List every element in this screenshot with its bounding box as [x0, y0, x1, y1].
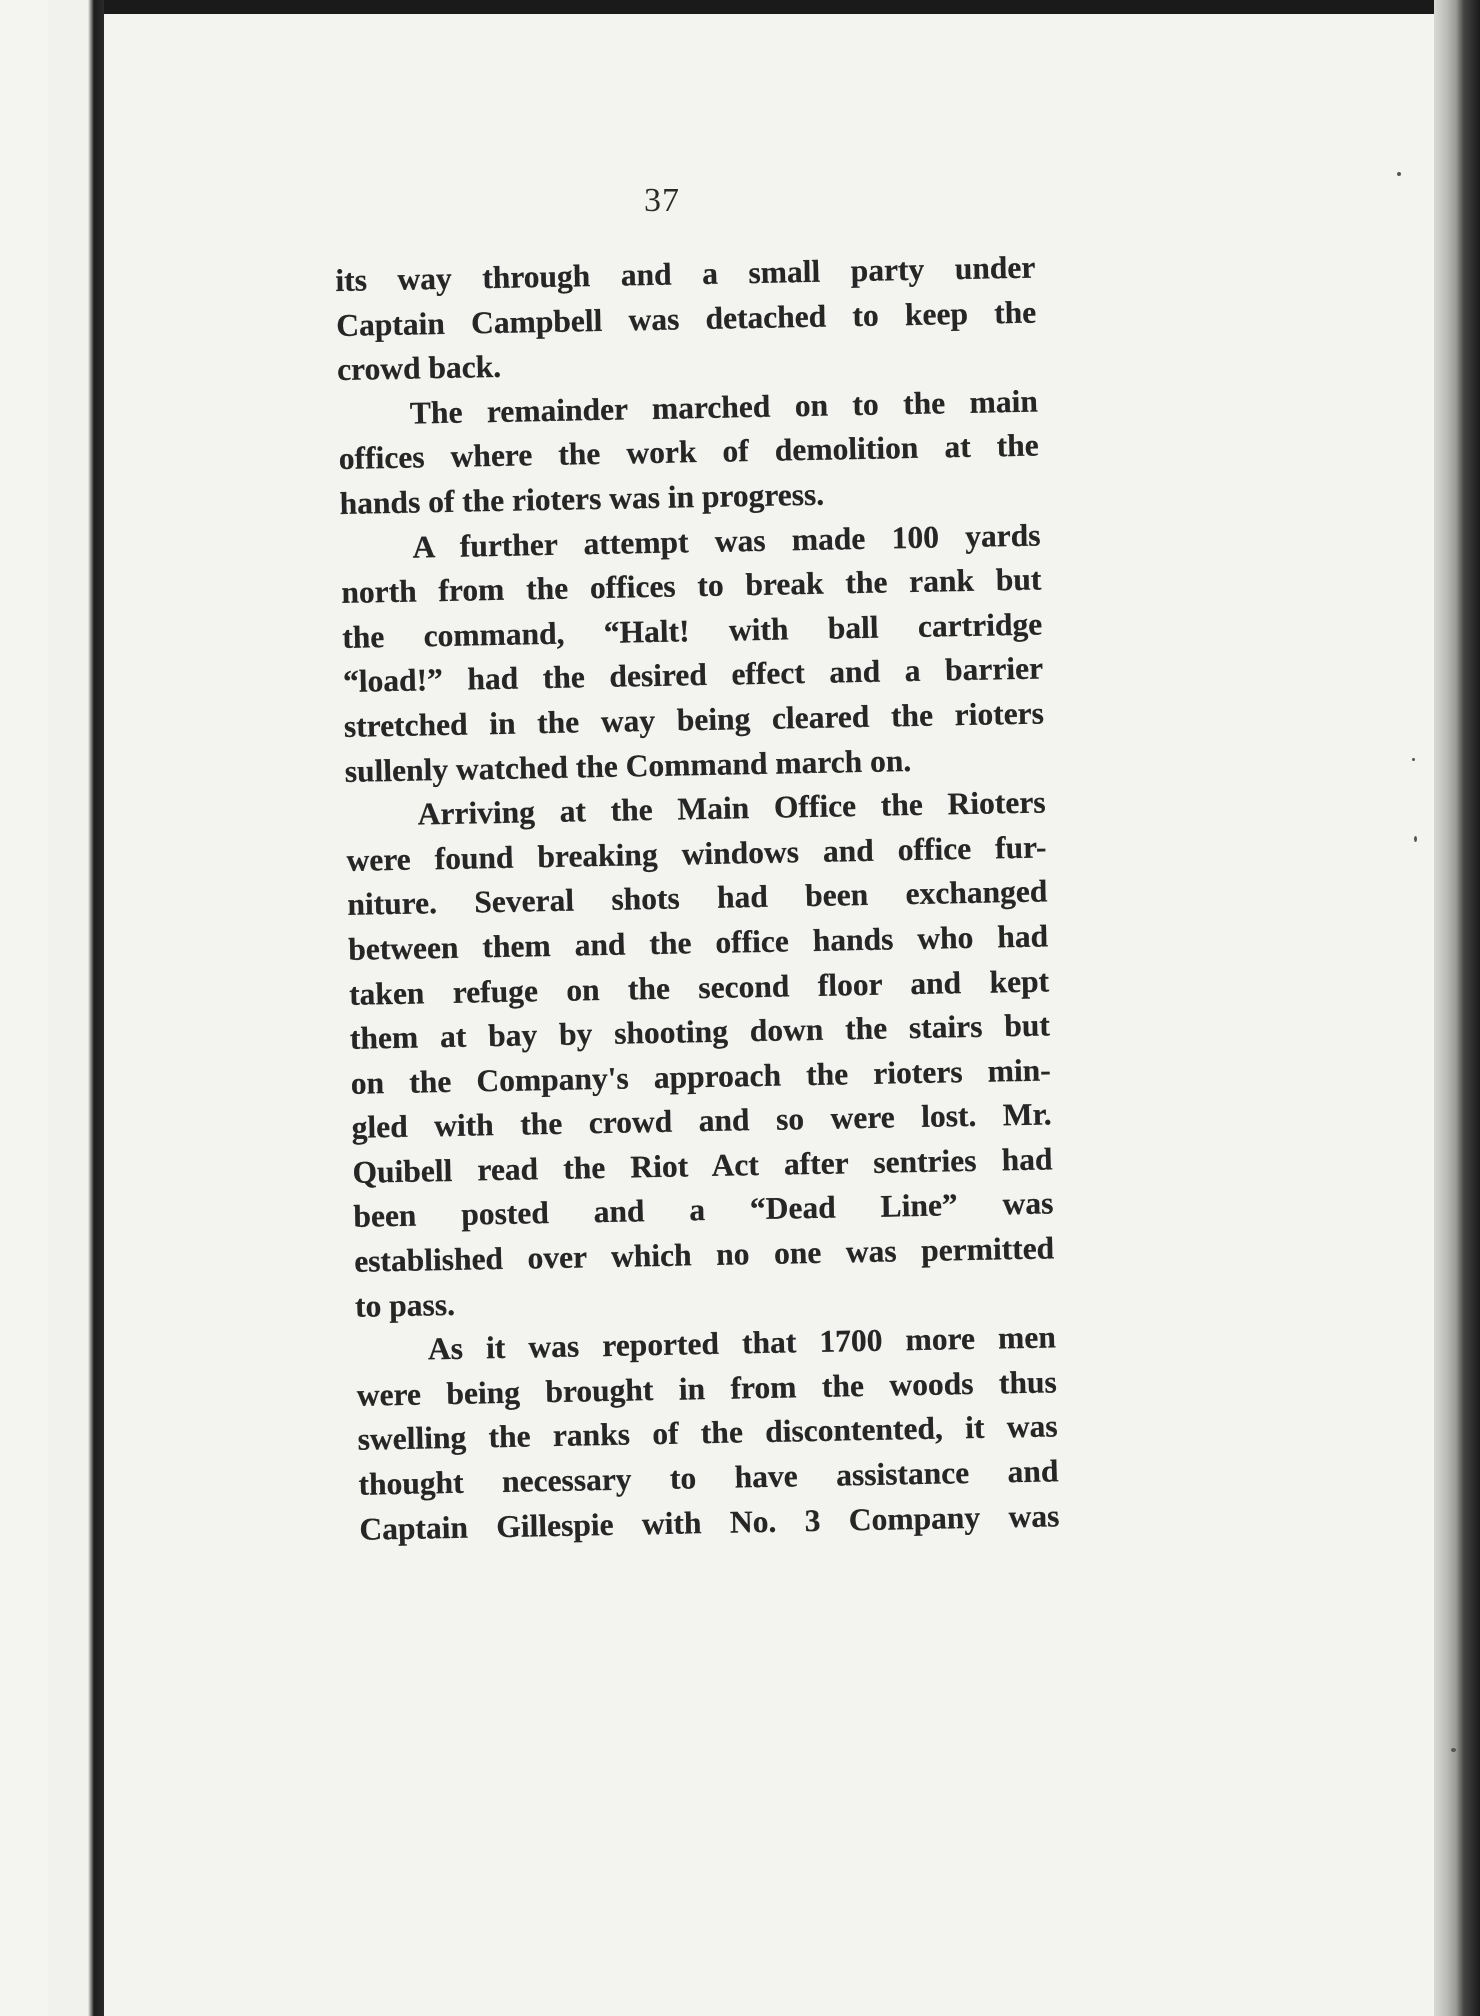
text-line: “load!” had the desired effect and a barrier — [342, 650, 1044, 700]
text-line: A further attempt was made 100 yards — [412, 517, 1041, 565]
text-line: between them and the office hands who had — [347, 918, 1049, 967]
text-line: gled with the crowd and so were lost. Mr. — [351, 1096, 1052, 1146]
text-line: established over which no one was permitted — [353, 1230, 1055, 1279]
text-line: crowd back. — [336, 349, 502, 388]
scan-top-edge — [0, 0, 1480, 14]
text-line: Quibell read the Riot Act after sentries had — [352, 1141, 1053, 1190]
text-line: Captain Campbell was detached to keep the — [335, 294, 1037, 343]
text-line: hands of the rioters was in progress. — [339, 476, 825, 521]
text-line: the command, “Halt! with ball cartridge — [341, 606, 1043, 655]
text-line: to pass. — [354, 1286, 456, 1324]
book-page — [104, 14, 1434, 2016]
text-line: were found breaking windows and office fur- — [346, 829, 1047, 878]
scan-speck — [1451, 1748, 1456, 1752]
scan-speck — [1414, 836, 1417, 842]
text-line: The remainder marched on to the main — [409, 383, 1039, 431]
text-line: were being brought in from the woods thus — [356, 1364, 1058, 1413]
book-binding-edge — [48, 0, 104, 2016]
text-line: sullenly watched the Command march on. — [344, 742, 912, 789]
page-right-edge-shadow — [1434, 0, 1480, 2016]
text-line: taken refuge on the second floor and kept — [348, 962, 1050, 1012]
text-line: Captain Gillespie with No. 3 Company was — [359, 1497, 1060, 1547]
text-line: stretched in the way being cleared the rioters — [343, 695, 1045, 744]
text-line: As it was reported that 1700 more men — [427, 1319, 1057, 1367]
text-line: on the Company's approach the rioters min- — [350, 1052, 1052, 1101]
text-line: thought necessary to have assistance and — [358, 1453, 1059, 1502]
body-text — [335, 246, 1060, 1552]
text-line: been posted and a “Dead Line” was — [353, 1185, 1054, 1235]
text-line: niture. Several shots had been exchanged — [347, 873, 1048, 923]
page-number: 37 — [644, 182, 680, 219]
text-line: north from the offices to break the rank but — [341, 561, 1042, 611]
text-line: swelling the ranks of the discontented, it was — [357, 1408, 1058, 1458]
text-line: Arriving at the Main Office the Rioters — [417, 784, 1046, 832]
scan-speck — [1412, 758, 1415, 761]
text-line: offices where the work of demolition at the — [338, 427, 1040, 477]
text-line: its way through and a small party under — [335, 249, 1036, 298]
scan-speck — [1397, 172, 1401, 176]
text-line: them at bay by shooting down the stairs but — [349, 1007, 1051, 1056]
